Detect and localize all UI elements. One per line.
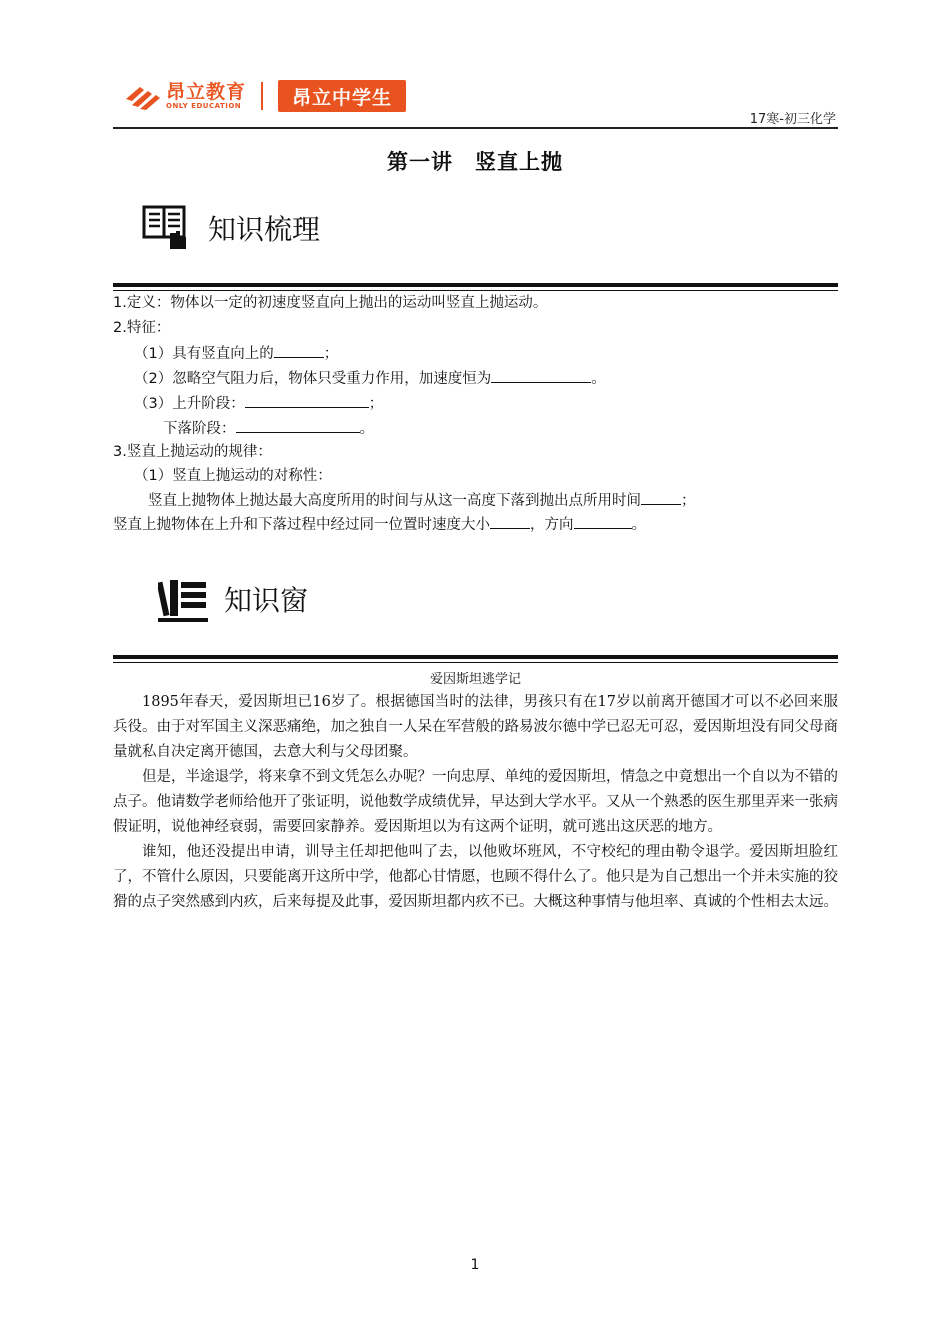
fill-blank[interactable] [274, 343, 324, 358]
features-heading: 2.特征： [113, 320, 171, 336]
books-icon [158, 574, 208, 624]
fill-blank[interactable] [490, 514, 530, 529]
section-rule-thin [113, 290, 838, 291]
section-rule-thin [113, 662, 838, 663]
feature-1-text: （1）具有竖直向上的 [134, 346, 274, 362]
direction-text: ，方向 [530, 517, 574, 533]
feature-3-text: （3）上升阶段： [134, 396, 245, 412]
fill-blank[interactable] [641, 490, 681, 505]
symmetry-heading: （1）竖直上抛运动的对称性： [134, 468, 332, 484]
symmetry-speed-text: 竖直上抛物体在上升和下落过程中经过同一位置时速度大小 [113, 517, 490, 533]
fall-stage-text: 下落阶段： [163, 421, 236, 437]
brand-logo [122, 79, 246, 113]
fill-blank[interactable] [245, 393, 369, 408]
feature-3-fall [163, 418, 374, 439]
story-title: 爱因斯坦逃学记 [429, 672, 521, 687]
page-number: 1 [470, 1257, 480, 1273]
lecture-title: 第一讲 竖直上抛 [387, 150, 563, 174]
definition-line: 1.定义：物体以一定的初速度竖直向上抛出的运动叫竖直上抛运动。 [113, 295, 548, 311]
section-label: 知识窗 [224, 584, 309, 617]
story-paragraph: 1895年春天，爱因斯坦已16岁了。根据德国当时的法律，男孩只有在17岁以前离开德国才可以不必回来服兵役。由于对军国主义深恶痛绝，加之独自一人呆在军营般的路易波尔德中学已忍无可忍，爱因斯坦没有同父母商量就私自决定离开德国，去意大利与父母团聚。 [113, 694, 838, 760]
semicolon: ； [368, 396, 384, 412]
symmetry-speed [113, 514, 646, 535]
section-heading-knowledge [142, 203, 320, 253]
feature-2-text: （2）忽略空气阻力后，物体只受重力作用，加速度恒为 [134, 371, 492, 387]
header-divider [113, 127, 838, 129]
section-label: 知识梳理 [208, 213, 321, 246]
symmetry-time [148, 490, 696, 511]
section-heading-window [158, 574, 308, 624]
semicolon: ； [681, 493, 696, 509]
brand-name-en: ONLY EDUCATION [166, 101, 242, 110]
sub-brand-badge: 昂立中学生 [278, 80, 406, 112]
period: 。 [591, 371, 606, 387]
brand-logo-icon [122, 81, 162, 111]
feature-3-rise [134, 393, 383, 414]
brand-name-cn: 昂立教育 [166, 80, 247, 103]
course-label: 17寒-初三化学 [749, 112, 836, 127]
fill-blank[interactable] [236, 418, 360, 433]
period: 。 [359, 421, 374, 437]
rules-heading: 3.竖直上抛运动的规律： [113, 444, 272, 460]
feature-2 [134, 368, 606, 389]
logo-divider [261, 82, 263, 110]
semicolon: ； [323, 346, 339, 362]
symmetry-time-text: 竖直上抛物体上抛达最大高度所用的时间与从这一高度下落到抛出点所用时间 [148, 493, 641, 509]
story-paragraph: 谁知，他还没提出申请，训导主任却把他叫了去，以他败坏班风，不守校纪的理由勒令退学。爱因斯坦脸红了，不管什么原因，只要能离开这所中学，他都心甘情愿，也顾不得什么了。他只是为自己想出一个并未实施的狡猾的点子突然感到内疚，后来每提及此事，爱因斯坦都内疚不已。大概这种事情与他坦率、真诚的个性相去太远。 [113, 844, 838, 910]
feature-1 [134, 343, 338, 364]
story-paragraph: 但是，半途退学，将来拿不到文凭怎么办呢？一向忠厚、单纯的爱因斯坦，情急之中竟想出一个自以为不错的点子。他请数学老师给他开了张证明，说他数学成绩优异，早达到大学水平。又从一个熟悉的医生那里弄来一张病假证明，说他神经衰弱，需要回家静养。爱因斯坦以为有这两个证明，就可逃出这厌恶的地方。 [113, 769, 838, 835]
period: 。 [631, 517, 646, 533]
fill-blank[interactable] [574, 514, 632, 529]
section-rule-thick [113, 655, 838, 659]
fill-blank[interactable] [491, 368, 591, 383]
story-body [113, 690, 838, 915]
section-rule-thick [113, 283, 838, 287]
book-hand-icon [142, 203, 192, 253]
